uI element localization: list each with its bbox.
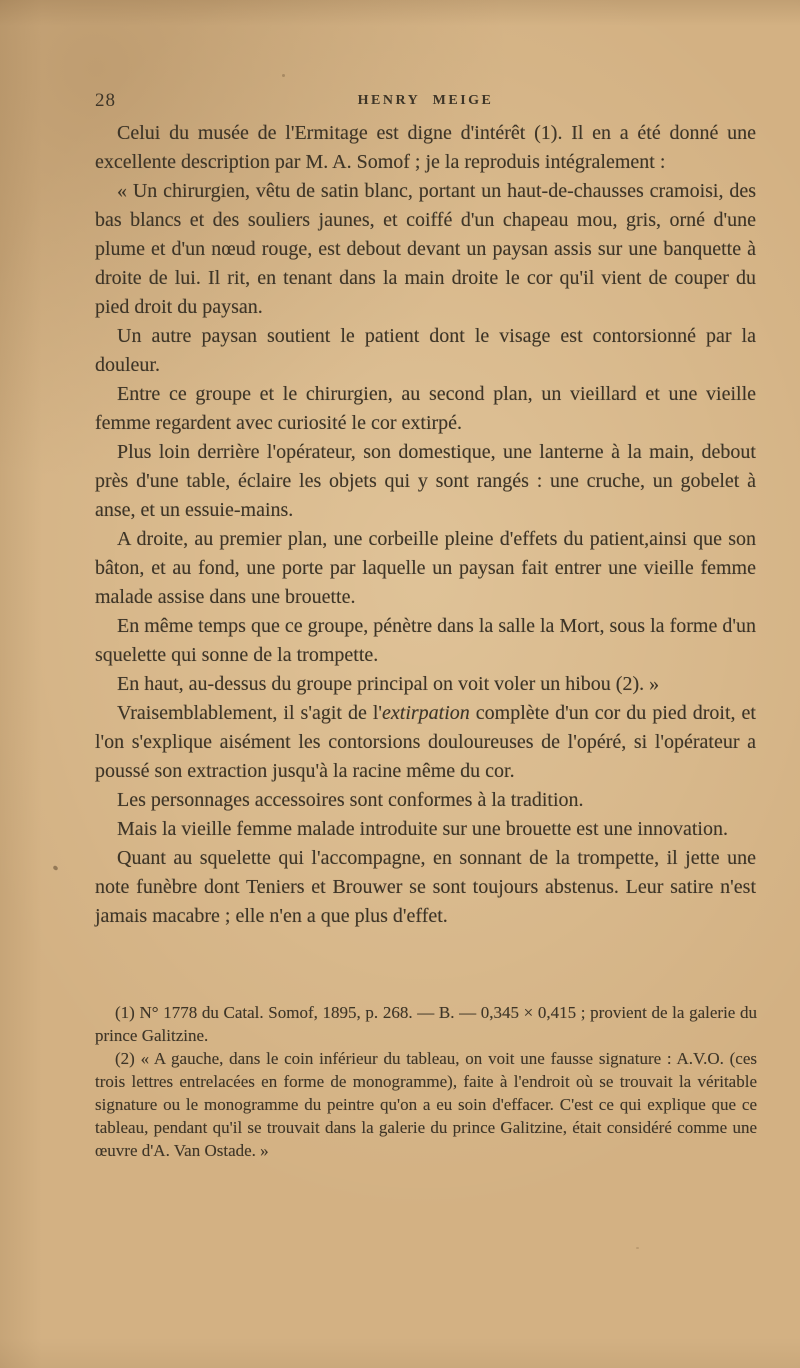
paragraph	[95, 177, 756, 322]
paragraph	[95, 612, 756, 670]
paragraph	[95, 438, 756, 525]
text-run: Plus loin derrière l'opérateur, son domestique, une lanterne à la main, debout près d'une table, éclaire les objets qui y sont rangés : une cruche, un gobelet à anse, et un essuie-mains.	[95, 441, 756, 521]
text-run: « Un chirurgien, vêtu de satin blanc, portant un haut-de-chausses cramoisi, des bas blancs et des souliers jaunes, et coiffé d'un chapeau mou, gris, orné d'une plume et d'un nœud rouge, est debout devant un paysan assis sur une banquette à droite de lui. Il rit, en tenant dans la main droite le cor qu'il vient de couper du pied droit du paysan.	[95, 180, 756, 318]
footnotes	[95, 1001, 757, 1162]
paragraph	[95, 525, 756, 612]
paper-speck	[636, 1247, 639, 1249]
text-run: complète d'un cor du pied droit, et l'on s'explique aisément les contorsions douloureuses de l'opéré, si l'opérateur a poussé son extraction jusqu'à la racine même du cor.	[95, 702, 756, 782]
paper-speck	[52, 865, 58, 871]
text-run: A droite, au premier plan, une corbeille pleine d'effets du patient,ainsi que son bâton, et au fond, une porte par laquelle un paysan fait entrer une vieille femme malade assise dans une brouette.	[95, 528, 756, 608]
paragraph	[95, 844, 756, 931]
text-run: Celui du musée de l'Ermitage est digne d'intérêt (1). Il en a été donné une excellente description par M. A. Somof ; je la reproduis intégralement :	[95, 122, 756, 173]
text-run: (2) « A gauche, dans le coin inférieur du tableau, on voit une fausse signature : A.V.O. (ces trois lettres entrelacées en forme de monogramme), faite à l'endroit où se trouvait la véritable signature ou le monogramme du peintre qu'on a eu soin d'effacer. C'est ce qui explique que ce tableau, pendant qu'il se trouvait dans la galerie du prince Galitzine, était considéré comme une œuvre d'A. Van Ostade. »	[95, 1049, 757, 1160]
text-run: Vraisemblablement, il s'agit de l'	[117, 702, 383, 724]
page-number: 28	[95, 90, 116, 111]
paragraph	[95, 670, 756, 699]
text-run: Les personnages accessoires sont conformes à la tradition.	[117, 789, 584, 811]
paragraph	[95, 786, 756, 815]
main-text	[95, 119, 756, 931]
paragraph	[95, 119, 756, 177]
text-run: Entre ce groupe et le chirurgien, au second plan, un vieillard et une vieille femme regardent avec curiosité le cor extirpé.	[95, 383, 756, 434]
paragraph	[95, 380, 756, 438]
paragraph	[95, 322, 756, 380]
paragraph	[95, 815, 756, 844]
footnote	[95, 1047, 757, 1162]
text-run: Un autre paysan soutient le patient dont le visage est contorsionné par la douleur.	[95, 325, 756, 376]
running-title: HENRY MEIGE	[357, 93, 494, 108]
text-run: Quant au squelette qui l'accompagne, en sonnant de la trompette, il jette une note funèbre dont Teniers et Brouwer se sont toujours abstenus. Leur satire n'est jamais macabre ; elle n'en a que plus d'effet.	[95, 847, 756, 927]
paragraph	[95, 699, 756, 786]
paper-speck	[282, 74, 285, 77]
text-run: En même temps que ce groupe, pénètre dans la salle la Mort, sous la forme d'un squelette qui sonne de la trompette.	[95, 615, 756, 666]
italic-text-run: extirpation	[382, 702, 470, 724]
page-header	[95, 90, 756, 114]
footnote	[95, 1001, 757, 1047]
text-run: Mais la vieille femme malade introduite sur une brouette est une innovation.	[117, 818, 728, 840]
text-run: (1) N° 1778 du Catal. Somof, 1895, p. 268. — B. — 0,345 × 0,415 ; provient de la galerie du prince Galitzine.	[95, 1003, 757, 1045]
text-run: En haut, au-dessus du groupe principal on voit voler un hibou (2). »	[117, 673, 660, 695]
